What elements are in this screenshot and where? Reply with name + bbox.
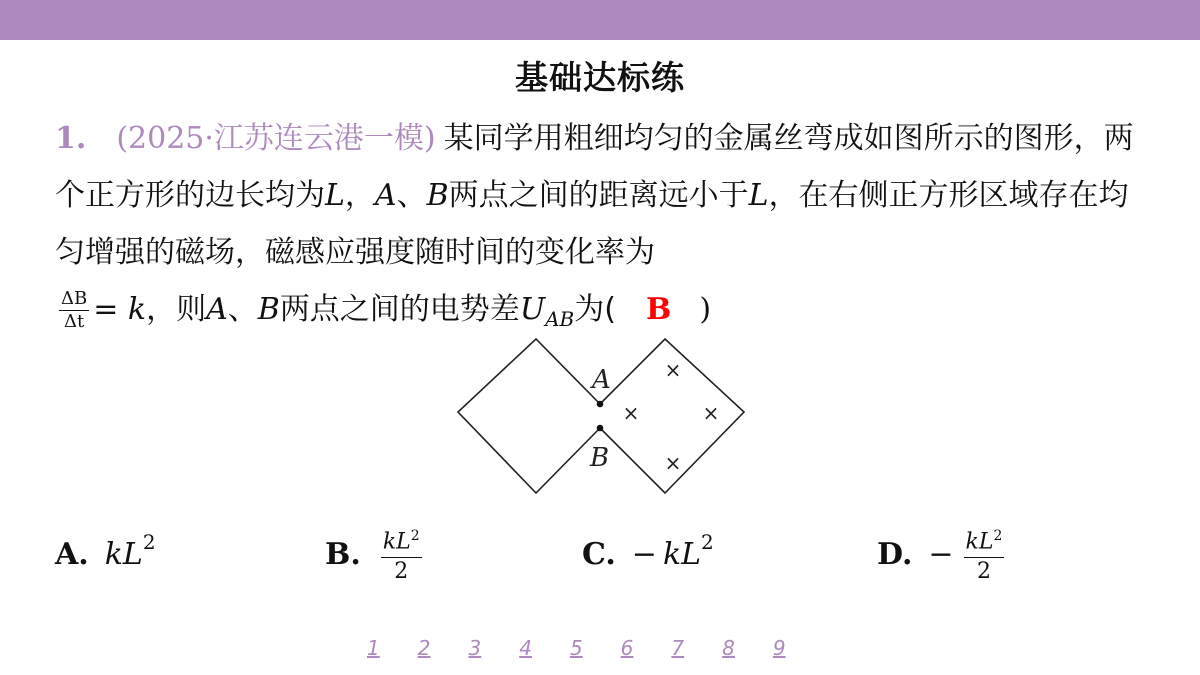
option-a-letter: A. xyxy=(55,536,89,572)
option-b-exp: 2 xyxy=(410,528,420,545)
var-A-2: A xyxy=(206,292,228,327)
page-link-1[interactable]: 1 xyxy=(367,636,380,660)
question-text-6: 为( xyxy=(574,292,616,327)
option-d-denominator: 2 xyxy=(976,558,991,584)
question-text-4: ，则 xyxy=(146,292,207,327)
field-mark: × xyxy=(622,401,640,425)
question-text-5: 两点之间的电势差 xyxy=(279,292,520,327)
point-B-label: B xyxy=(590,443,610,473)
field-mark: × xyxy=(664,451,682,475)
answer-text: B xyxy=(645,292,672,327)
question-block xyxy=(55,110,1155,348)
question-text-3: ，在右侧正方形区域存在均匀增强的磁场，磁感应强度随时间的变化率为 xyxy=(55,178,1129,270)
section-title: 基础达标练 xyxy=(515,58,685,97)
option-a-exp: 2 xyxy=(142,530,156,554)
page-link-7[interactable]: 7 xyxy=(671,636,685,660)
sep-1: ， xyxy=(344,178,375,213)
option-b-num: kL xyxy=(382,529,411,555)
option-b-denominator: 2 xyxy=(394,558,409,584)
option-b-letter: B. xyxy=(325,536,361,572)
var-B: B xyxy=(426,178,449,213)
option-d-exp: 2 xyxy=(993,528,1003,545)
page-link-6[interactable]: 6 xyxy=(620,636,634,660)
option-c-minus: − xyxy=(631,536,657,572)
option-c-expr: kL xyxy=(662,536,702,572)
option-c[interactable] xyxy=(582,522,714,586)
point-B-dot xyxy=(597,425,604,432)
rate-fraction xyxy=(59,288,89,333)
wire-squares-figure xyxy=(450,330,750,500)
page-link-5[interactable]: 5 xyxy=(569,636,583,660)
sep-2: 、 xyxy=(396,178,427,213)
question-text-1: 某同学用粗细均匀的金属丝弯成如图所示的图形，两个正方形的边长均为 xyxy=(55,121,1134,213)
close-paren: ) xyxy=(699,292,712,327)
point-A-dot xyxy=(597,401,604,408)
rate-denominator: Δt xyxy=(64,311,85,332)
option-d-minus: − xyxy=(928,536,954,572)
var-B-2: B xyxy=(257,292,280,327)
option-a[interactable] xyxy=(55,522,156,586)
sep-3: 、 xyxy=(227,292,258,327)
equals-k: = k xyxy=(93,292,147,327)
var-U: U xyxy=(519,292,546,327)
option-c-letter: C. xyxy=(582,536,616,572)
rate-numerator: ΔB xyxy=(61,288,88,309)
question-text-2: 两点之间的距离远小于 xyxy=(448,178,749,213)
question-pagination xyxy=(367,636,786,660)
question-number: 1. xyxy=(55,121,87,156)
option-b-fraction xyxy=(381,522,422,585)
var-L-2: L xyxy=(748,178,769,213)
field-mark: × xyxy=(664,358,682,382)
question-source: (2025·江苏连云港一模) xyxy=(116,121,436,156)
option-c-exp: 2 xyxy=(701,530,714,554)
option-b-numerator xyxy=(381,522,422,557)
page-link-3[interactable]: 3 xyxy=(468,636,482,660)
option-d[interactable] xyxy=(877,522,1008,586)
left-square-wire xyxy=(458,339,600,493)
page-link-9[interactable]: 9 xyxy=(772,636,786,660)
var-L: L xyxy=(325,178,345,213)
sub-AB: AB xyxy=(545,307,575,331)
point-A-label: A xyxy=(592,365,611,395)
option-d-numerator xyxy=(964,522,1005,557)
option-d-num: kL xyxy=(965,529,994,555)
field-mark: × xyxy=(702,401,720,425)
page-link-8[interactable]: 8 xyxy=(722,636,735,660)
option-d-fraction xyxy=(964,522,1005,585)
var-A: A xyxy=(374,178,397,213)
option-d-letter: D. xyxy=(877,536,913,572)
page-link-4[interactable]: 4 xyxy=(519,636,532,660)
page-link-2[interactable]: 2 xyxy=(417,636,431,660)
option-a-expr: kL xyxy=(104,536,143,572)
top-banner xyxy=(0,0,1200,40)
option-b[interactable] xyxy=(325,522,426,586)
